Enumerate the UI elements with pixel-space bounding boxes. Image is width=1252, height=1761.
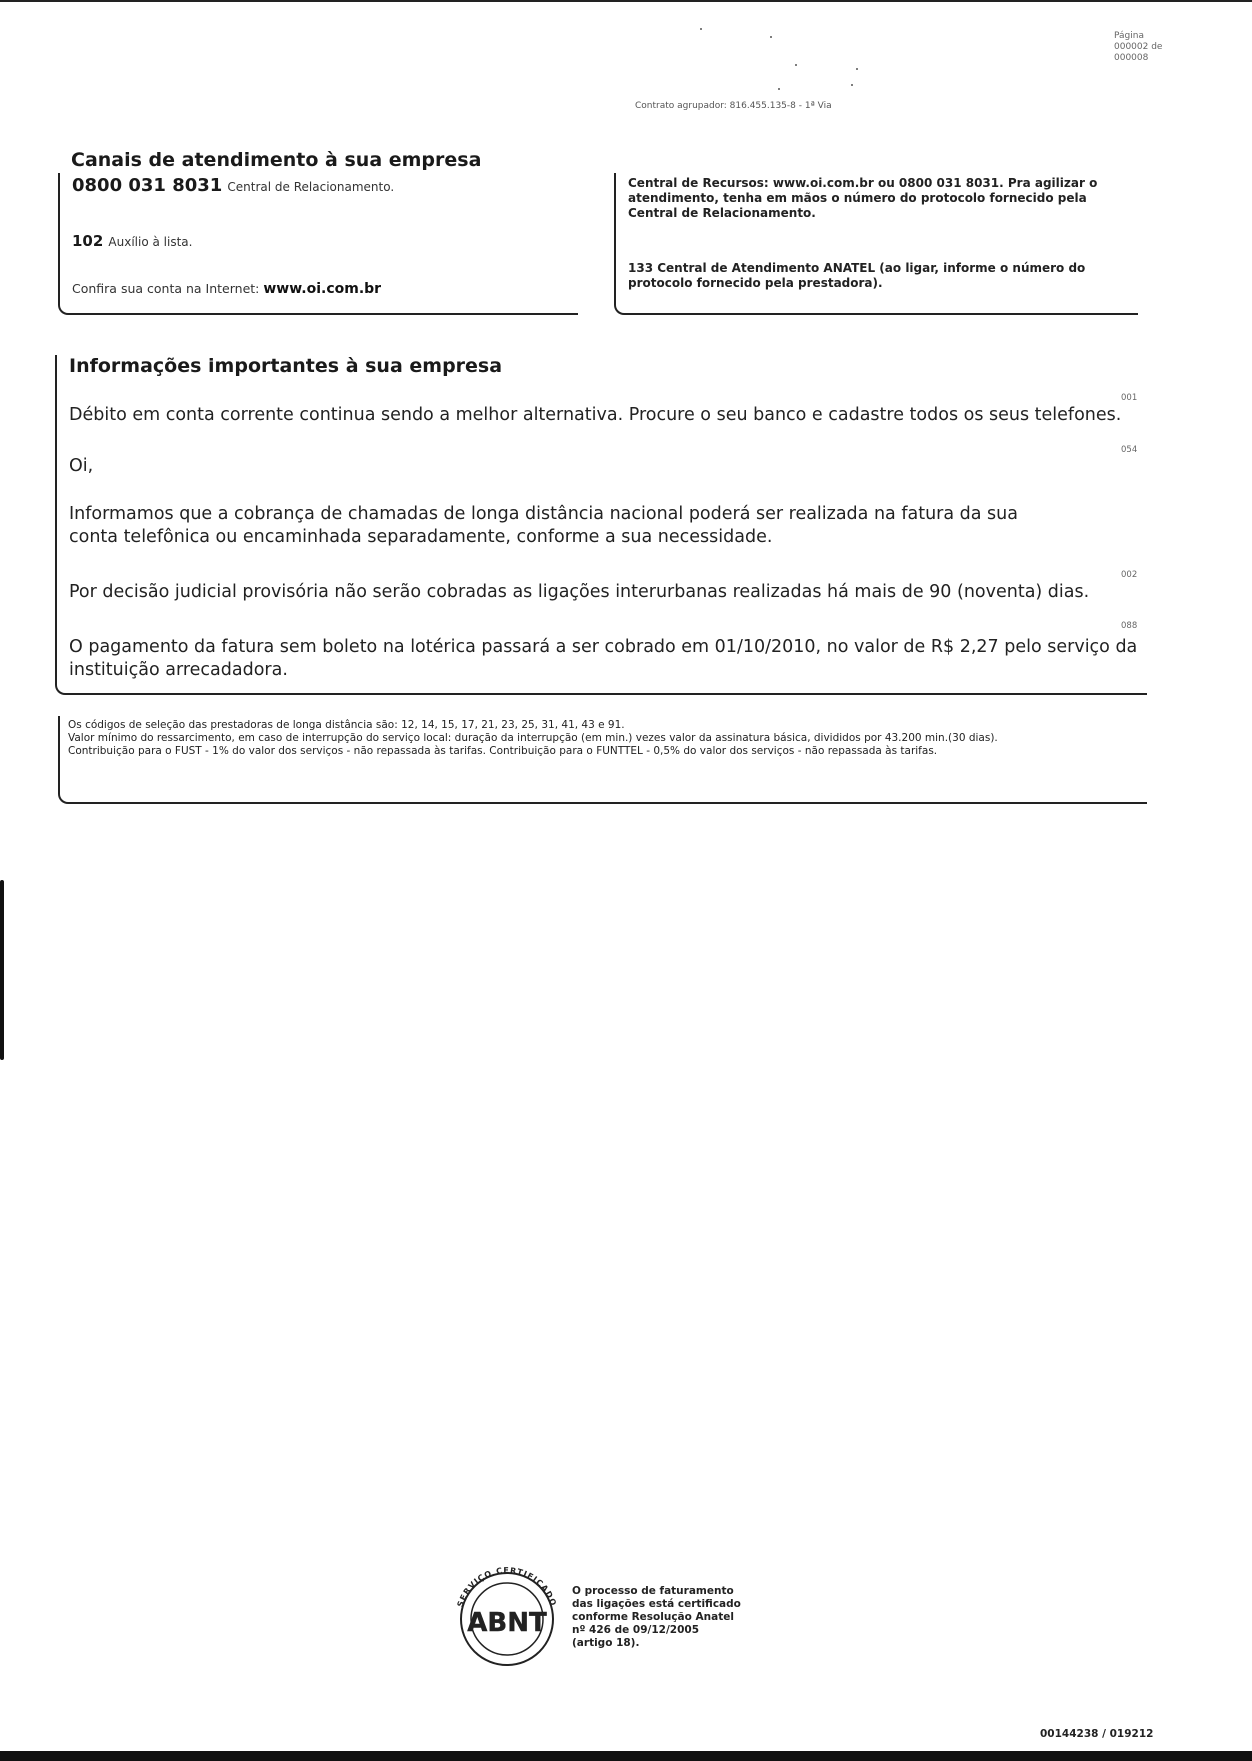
message-text: Débito em conta corrente continua sendo a melhor alternativa. Procure o seu banco e cadastre todos os seus telefones. bbox=[69, 405, 1122, 425]
page-label: Página bbox=[1114, 31, 1144, 41]
scan-dot bbox=[795, 64, 797, 66]
message-text: Oi, bbox=[69, 456, 94, 476]
scan-edge-left bbox=[0, 880, 4, 1060]
central-phone-line bbox=[72, 175, 394, 196]
auxilio-label: Auxílio à lista. bbox=[108, 235, 193, 249]
central-recursos-text: Central de Recursos: www.oi.com.br ou 0800 031 8031. Pra agilizar o atendimento, tenha em mãos o número do protocolo fornecido pela Central de Relacionamento. bbox=[628, 176, 1098, 220]
canais-title: Canais de atendimento à sua empresa bbox=[71, 149, 482, 171]
page-number bbox=[1114, 31, 1174, 64]
scan-edge-bottom bbox=[0, 1751, 1252, 1761]
central-phone-label: Central de Relacionamento. bbox=[227, 180, 395, 194]
scan-dot bbox=[778, 88, 780, 90]
contract-number: Contrato agrupador: 816.455.135-8 - 1ª Via bbox=[635, 101, 832, 111]
scan-dot bbox=[770, 36, 772, 38]
note-codigos: Os códigos de seleção das prestadoras de longa distância são: 12, 14, 15, 17, 21, 23, 25, 31, 41, 43 e 91. bbox=[68, 719, 625, 731]
info-title: Informações importantes à sua empresa bbox=[69, 355, 503, 377]
message-text: O pagamento da fatura sem boleto na lotérica passará a ser cobrado em 01/10/2010, no valor de R$ 2,27 pelo serviço da instituição arrecadadora. bbox=[69, 637, 1138, 680]
scan-edge-top bbox=[0, 0, 1252, 2]
abnt-seal-icon bbox=[445, 1553, 570, 1678]
canais-left-box bbox=[58, 173, 578, 315]
page-total: 000008 bbox=[1114, 53, 1149, 63]
auxilio-number: 102 bbox=[72, 232, 104, 250]
info-box bbox=[55, 355, 1147, 695]
canais-right-box bbox=[614, 173, 1138, 315]
anatel-text: 133 Central de Atendimento ANATEL (ao ligar, informe o número do protocolo fornecido pela prestadora). bbox=[628, 261, 1086, 290]
scan-dot bbox=[856, 68, 858, 70]
message-code: 002 bbox=[1121, 570, 1138, 580]
note-ressarcimento: Valor mínimo do ressarcimento, em caso de interrupção do serviço local: duração da interrupção (em min.) vezes valor da assinatura básica, divididos por 43.200 min.(30 dias). bbox=[68, 732, 998, 744]
note-contribuicao: Contribuição para o FUST - 1% do valor dos serviços - não repassada às tarifas. Contribuição para o FUNTTEL - 0,5% do valor dos serviços - não repassada às tarifas. bbox=[68, 745, 938, 757]
notes-box bbox=[58, 716, 1147, 804]
internet-line bbox=[72, 281, 381, 297]
central-phone-number: 0800 031 8031 bbox=[72, 175, 223, 196]
message-text: Por decisão judicial provisória não serão cobradas as ligações interurbanas realizadas há mais de 90 (noventa) dias. bbox=[69, 582, 1090, 602]
message-code: 001 bbox=[1121, 393, 1138, 403]
scan-dot bbox=[851, 84, 853, 86]
auxilio-line bbox=[72, 231, 192, 250]
page-current: 000002 de bbox=[1114, 42, 1163, 52]
seal-caption: O processo de faturamento das ligações está certificado conforme Resolução Anatel nº 426 de 09/12/2005 (artigo 18). bbox=[572, 1585, 741, 1649]
message-code: 054 bbox=[1121, 445, 1138, 455]
internet-url: www.oi.com.br bbox=[263, 281, 382, 297]
notes-text bbox=[68, 719, 1138, 758]
svg-text:SERVIÇO CERTIFICADO bbox=[456, 1566, 558, 1608]
message-code: 088 bbox=[1121, 621, 1138, 631]
seal-ring-text: SERVIÇO CERTIFICADO bbox=[455, 1565, 559, 1609]
internet-label: Confira sua conta na Internet: bbox=[72, 281, 260, 296]
seal-logo-text: ABNT bbox=[467, 1608, 547, 1638]
scan-dot bbox=[700, 28, 702, 30]
document-number: 00144238 / 019212 bbox=[1040, 1728, 1154, 1740]
message-text: Informamos que a cobrança de chamadas de longa distância nacional poderá ser realizada na fatura da sua conta telefônica ou encaminhada separadamente, conforme a sua necessidade. bbox=[69, 504, 1018, 547]
